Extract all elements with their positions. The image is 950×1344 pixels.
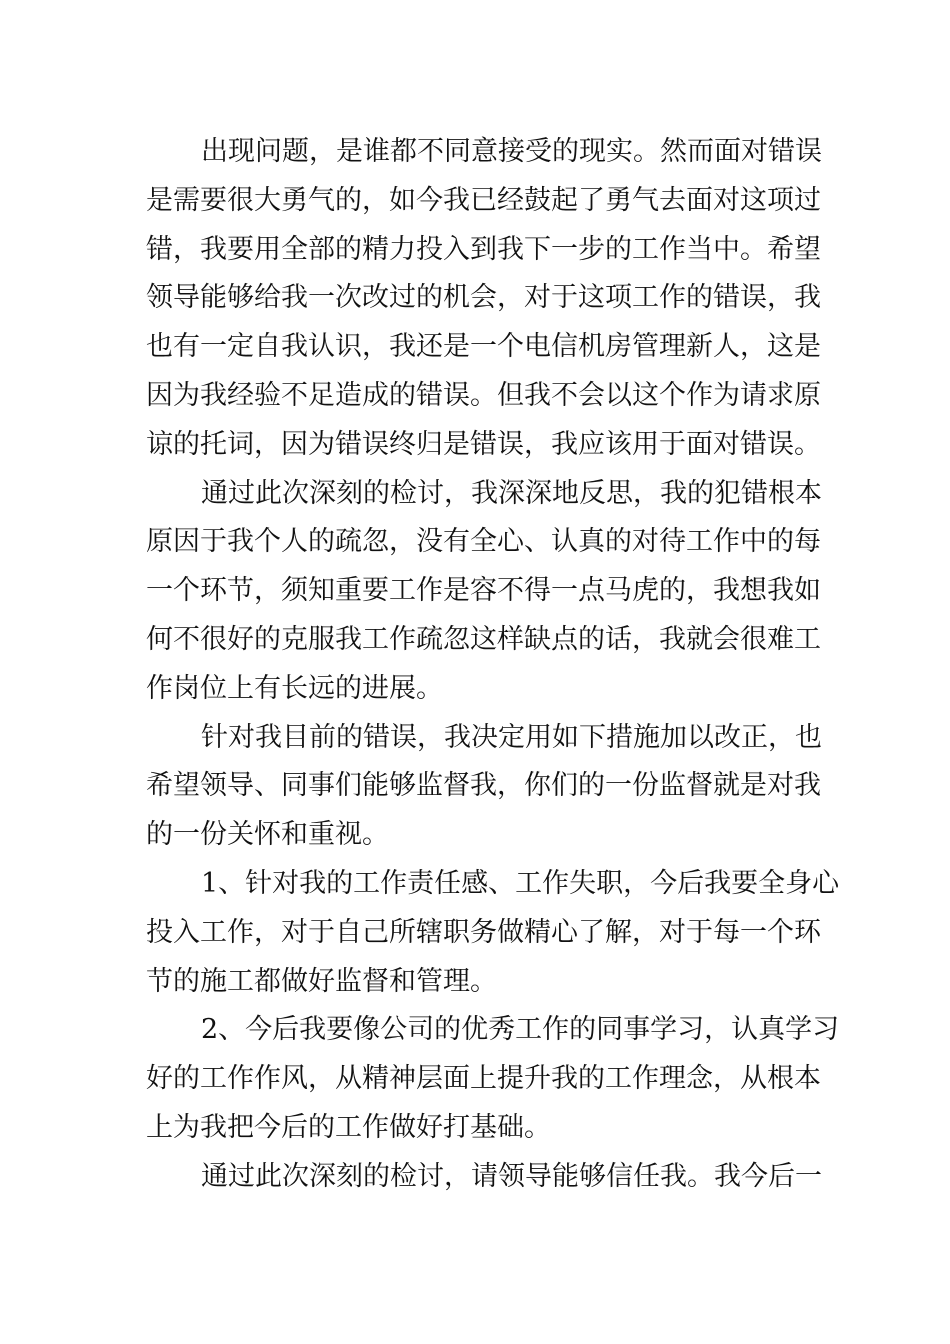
text-line: 节的施工都做好监督和管理。	[146, 965, 497, 997]
text-line: 谅的托词，因为错误终归是错误，我应该用于面对错误。	[146, 428, 821, 460]
text-line: 一个环节，须知重要工作是容不得一点马虎的，我想我如	[146, 575, 821, 607]
text-line: 上为我把今后的工作做好打基础。	[146, 1111, 551, 1143]
text-line: 作岗位上有长远的进展。	[146, 672, 443, 704]
text-line: 通过此次深刻的检讨，我深深地反思，我的犯错根本	[201, 477, 822, 509]
text-line: 2、今后我要像公司的优秀工作的同事学习，认真学习	[201, 1014, 840, 1046]
text-line: 希望领导、同事们能够监督我，你们的一份监督就是对我	[146, 770, 821, 802]
document-body	[146, 128, 840, 1202]
text-line: 是需要很大勇气的，如今我已经鼓起了勇气去面对这项过	[146, 184, 821, 216]
text-line: 投入工作，对于自己所辖职务做精心了解，对于每一个环	[146, 916, 821, 948]
text-line: 错，我要用全部的精力投入到我下一步的工作当中。希望	[146, 233, 821, 265]
text-line: 通过此次深刻的检讨，请领导能够信任我。我今后一	[201, 1160, 822, 1192]
text-line: 领导能够给我一次改过的机会，对于这项工作的错误，我	[146, 282, 821, 314]
text-line: 原因于我个人的疏忽，没有全心、认真的对待工作中的每	[146, 526, 821, 558]
text-line: 好的工作作风，从精神层面上提升我的工作理念，从根本	[146, 1063, 821, 1095]
text-line: 也有一定自我认识，我还是一个电信机房管理新人，这是	[146, 331, 821, 363]
text-line: 何不很好的克服我工作疏忽这样缺点的话，我就会很难工	[146, 623, 821, 655]
text-line: 的一份关怀和重视。	[146, 819, 389, 851]
text-line: 因为我经验不足造成的错误。但我不会以这个作为请求原	[146, 379, 821, 411]
text-line: 1、针对我的工作责任感、工作失职，今后我要全身心	[201, 867, 840, 899]
text-line: 出现问题，是谁都不同意接受的现实。然而面对错误	[201, 136, 822, 167]
text-line: 针对我目前的错误，我决定用如下措施加以改正，也	[201, 721, 822, 753]
